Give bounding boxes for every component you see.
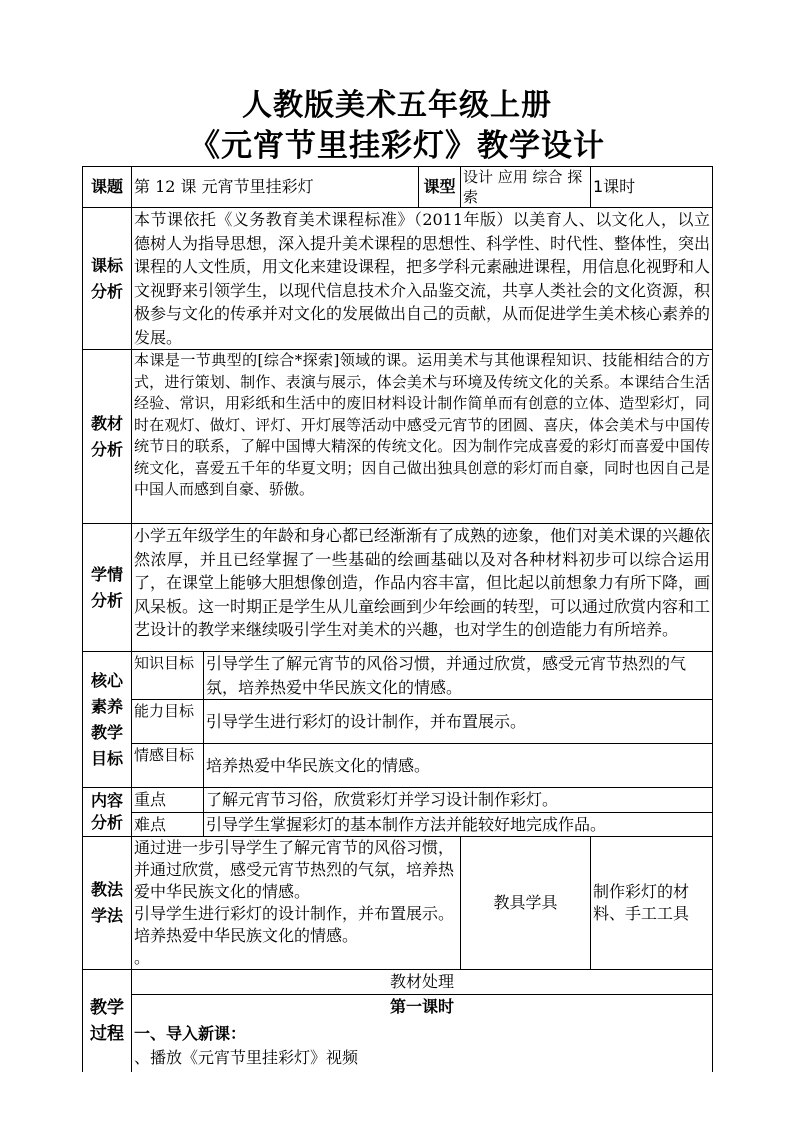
process-step-row [83,1022,713,1046]
goals-label-top: 核心素养 [90,670,123,716]
curriculum-text: 本节课依托《义务教育美术课程标准》（2011年版）以美育人、以文化人，以立德树人为指导思想，深入提升美术课程的思想性、科学性、时代性、整体性，突出课程的人文性质，用文化来建设课程，把多学科元素融进课程，用信息化视野和人文视野来引领学生，以现代信息技术介入品鉴交流，共享人类社会的文化资源，积极参与文化的传承并对文化的发展做出自己的贡献，从而促进学生美术核心素养的发展。 [132,208,713,350]
method-row [83,837,713,970]
goal-ability-label: 能力目标 [132,700,204,744]
goal-row-emotion [83,744,713,788]
method-text [132,837,461,970]
material-row [83,350,713,524]
lesson-plan-table-wrapper [82,166,712,1072]
material-text: 本课是一节典型的[综合*探索]领域的课。运用美术与其他课程知识、技能相结合的方式，进行策划、制作、表演与展示，体会美术与环境及传统文化的关系。本课结合生活经验、常识，用彩纸和生活中的废旧材料设计制作简单而有创意的立体、造型彩灯，同时在观灯、做灯、评灯、开灯展等活动中感受元宵节的团圆、喜庆，体会美术与中国传统节日的联系，了解中国博大精深的传统文化。因为制作完成喜爱的彩灯而喜爱中国传统文化，喜爱五千年的华夏文明；因自己做出独具创意的彩灯而自豪，同时也因自己是中国人而感到自豪、骄傲。 [132,350,713,524]
document-subtitle: 《元宵节里挂彩灯》教学设计 [189,128,605,164]
goal-row-knowledge [83,652,713,700]
class-hours: 1课时 [591,167,713,208]
topic-label: 课题 [83,167,132,208]
topic-value: 第 12 课 元宵节里挂彩灯 [132,167,419,208]
student-text: 小学五年级学生的年龄和身心都已经渐渐有了成熟的迹象，他们对美术课的兴趣依然浓厚，并且已经掌握了一些基础的绘画基础以及对各种材料初步可以综合运用了，在课堂上能够大胆想像创造，作品内容丰富，但比起以前想象力有所下降，画风呆板。这一时期正是学生从儿童绘画到少年绘画的转型，可以通过欣赏内容和工艺设计的教学来继续吸引学生对美术的兴趣，也对学生的创造能力有所培养。 [132,524,713,652]
curriculum-label: 课标分析 [83,208,132,350]
content-difficulty-text: 引导学生掌握彩灯的基本制作方法并能较好地完成作品。 [204,812,713,837]
tools-value: 制作彩灯的材料、手工工具 [591,837,713,970]
method-line-4: 。 [134,948,151,967]
content-row-key [83,788,713,813]
process-label: 教学过程 [83,970,132,1073]
header-row [83,167,713,208]
goal-knowledge-label: 知识目标 [132,652,204,700]
goal-emotion-text: 培养热爱中华民族文化的情感。 [204,744,713,788]
process-item: 、播放《元宵节里挂彩灯》视频 [132,1046,713,1072]
process-heading: 教材处理 [132,970,713,995]
method-line-2: 引导学生进行彩灯的设计制作，并布置展示。 [134,904,455,923]
goals-label [83,652,132,788]
tools-label: 教具学具 [461,837,591,970]
process-heading-row [83,970,713,995]
method-line-3: 培养热爱中华民族文化的情感。 [134,926,359,945]
student-row [83,524,713,652]
process-step: 一、导入新课： [132,1022,713,1046]
method-label: 教法学法 [83,837,132,970]
content-difficulty-label: 难点 [132,812,204,837]
document-title: 人教版美术五年级上册 [242,88,552,123]
process-lesson: 第一课时 [132,994,713,1022]
process-item-row [83,1046,713,1072]
goal-knowledge-text: 引导学生了解元宵节的风俗习惯，并通过欣赏，感受元宵节热烈的气氛，培养热爱中华民族文化的情感。 [204,652,713,700]
method-line-1: 通过进一步引导学生了解元宵节的风俗习惯，并通过欣赏，感受元宵节热烈的气氛，培养热爱中华民族文化的情感。 [134,838,455,901]
curriculum-row [83,208,713,350]
goal-row-ability [83,700,713,744]
goals-label-bottom: 教学目标 [90,722,123,768]
goal-ability-text: 引导学生进行彩灯的设计制作，并布置展示。 [204,700,713,744]
type-value: 设计 应用 综合 探索 [461,167,591,208]
process-lesson-row [83,994,713,1022]
student-label: 学情分析 [83,524,132,652]
material-label: 教材分析 [83,350,132,524]
goal-emotion-label: 情感目标 [132,744,204,788]
content-key-label: 重点 [132,788,204,813]
type-label: 课型 [419,167,461,208]
content-row-difficulty [83,812,713,837]
lesson-plan-table [82,166,713,1072]
content-label: 内容分析 [83,788,132,837]
content-key-text: 了解元宵节习俗，欣赏彩灯并学习设计制作彩灯。 [204,788,713,813]
